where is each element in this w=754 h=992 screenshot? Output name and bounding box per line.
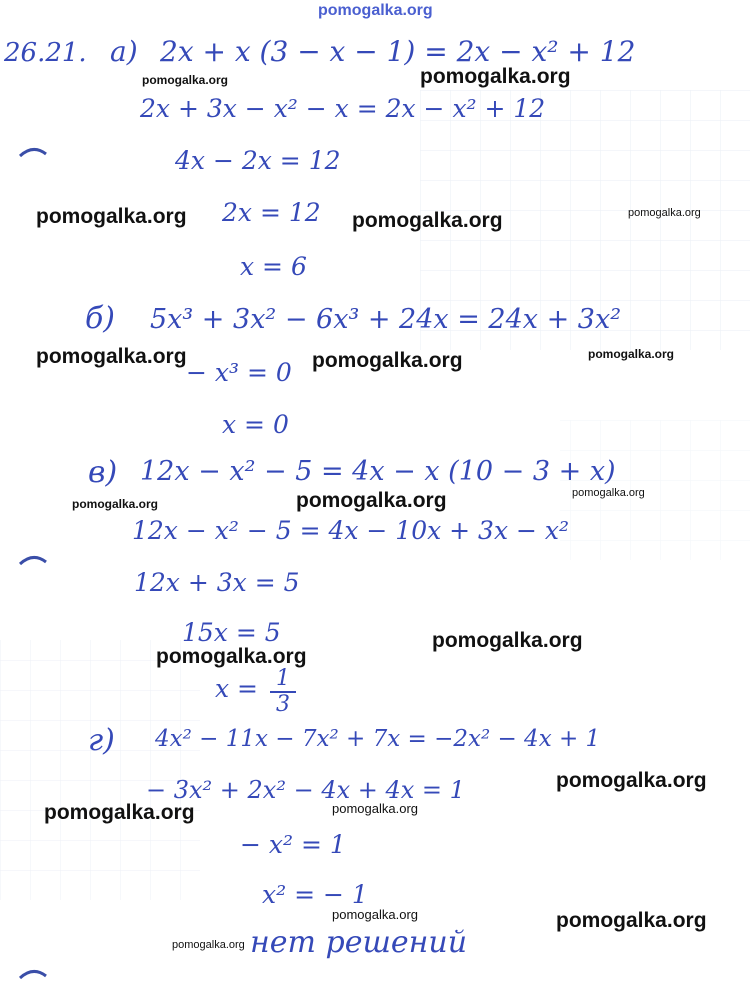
part-g-label: г) [88,723,115,758]
part-a-line-1: 2x + x (3 − x − 1) = 2x − x² + 12 [160,35,636,68]
part-a-line-2: 2x + 3x − x² − x = 2x − x² + 12 [140,94,546,123]
problem-number: 26.21. [4,38,87,68]
part-b-label: б) [85,301,116,336]
watermark: pomogalka.org [352,209,503,232]
fraction [270,668,296,716]
part-b-line-2: − x³ = 0 [186,358,292,387]
part-b-line-3: x = 0 [222,410,289,439]
site-header[interactable]: pomogalka.org [318,2,433,19]
part-a-label: а) [110,35,138,68]
part-a-line-4: 2x = 12 [222,198,321,227]
part-v-line-3: 12x + 3x = 5 [134,568,300,597]
watermark: pomogalka.org [556,769,707,792]
watermark: pomogalka.org [432,629,583,652]
part-v-line-5: x = [215,674,258,703]
part-g-answer: нет решений [250,925,468,960]
part-v-line-4: 15x = 5 [182,618,281,647]
watermark: pomogalka.org [36,345,187,368]
watermark: pomogalka.org [172,939,245,951]
part-v-line-2: 12x − x² − 5 = 4x − 10x + 3x − x² [132,516,570,545]
watermark: pomogalka.org [332,801,418,816]
watermark: pomogalka.org [44,801,195,824]
watermark: pomogalka.org [556,909,707,932]
watermark: pomogalka.org [628,207,701,219]
part-g-line-4: x² = − 1 [262,880,368,909]
watermark: pomogalka.org [296,489,447,512]
watermark: pomogalka.org [420,65,571,88]
part-g-line-2: − 3x² + 2x² − 4x + 4x = 1 [146,776,465,804]
watermark: pomogalka.org [588,347,675,361]
watermark: pomogalka.org [312,349,463,372]
margin-mark [18,966,48,980]
fraction-denominator: 3 [276,692,290,717]
watermark: pomogalka.org [572,487,645,499]
margin-mark [18,144,48,158]
watermark: pomogalka.org [332,907,418,922]
watermark: pomogalka.org [142,73,229,87]
watermark: pomogalka.org [36,205,187,228]
part-a-line-3: 4x − 2x = 12 [175,146,341,175]
margin-mark [18,552,48,566]
part-v-label: в) [88,455,118,490]
fraction-numerator: 1 [276,666,290,691]
part-g-line-1: 4x² − 11x − 7x² + 7x = −2x² − 4x + 1 [155,726,601,752]
watermark: pomogalka.org [72,497,159,511]
part-a-line-5: x = 6 [240,252,307,281]
part-g-line-3: − x² = 1 [240,830,346,859]
watermark: pomogalka.org [156,645,307,668]
part-b-line-1: 5x³ + 3x² − 6x³ + 24x = 24x + 3x² [150,304,622,335]
part-v-line-1: 12x − x² − 5 = 4x − x (10 − 3 + x) [140,456,616,487]
